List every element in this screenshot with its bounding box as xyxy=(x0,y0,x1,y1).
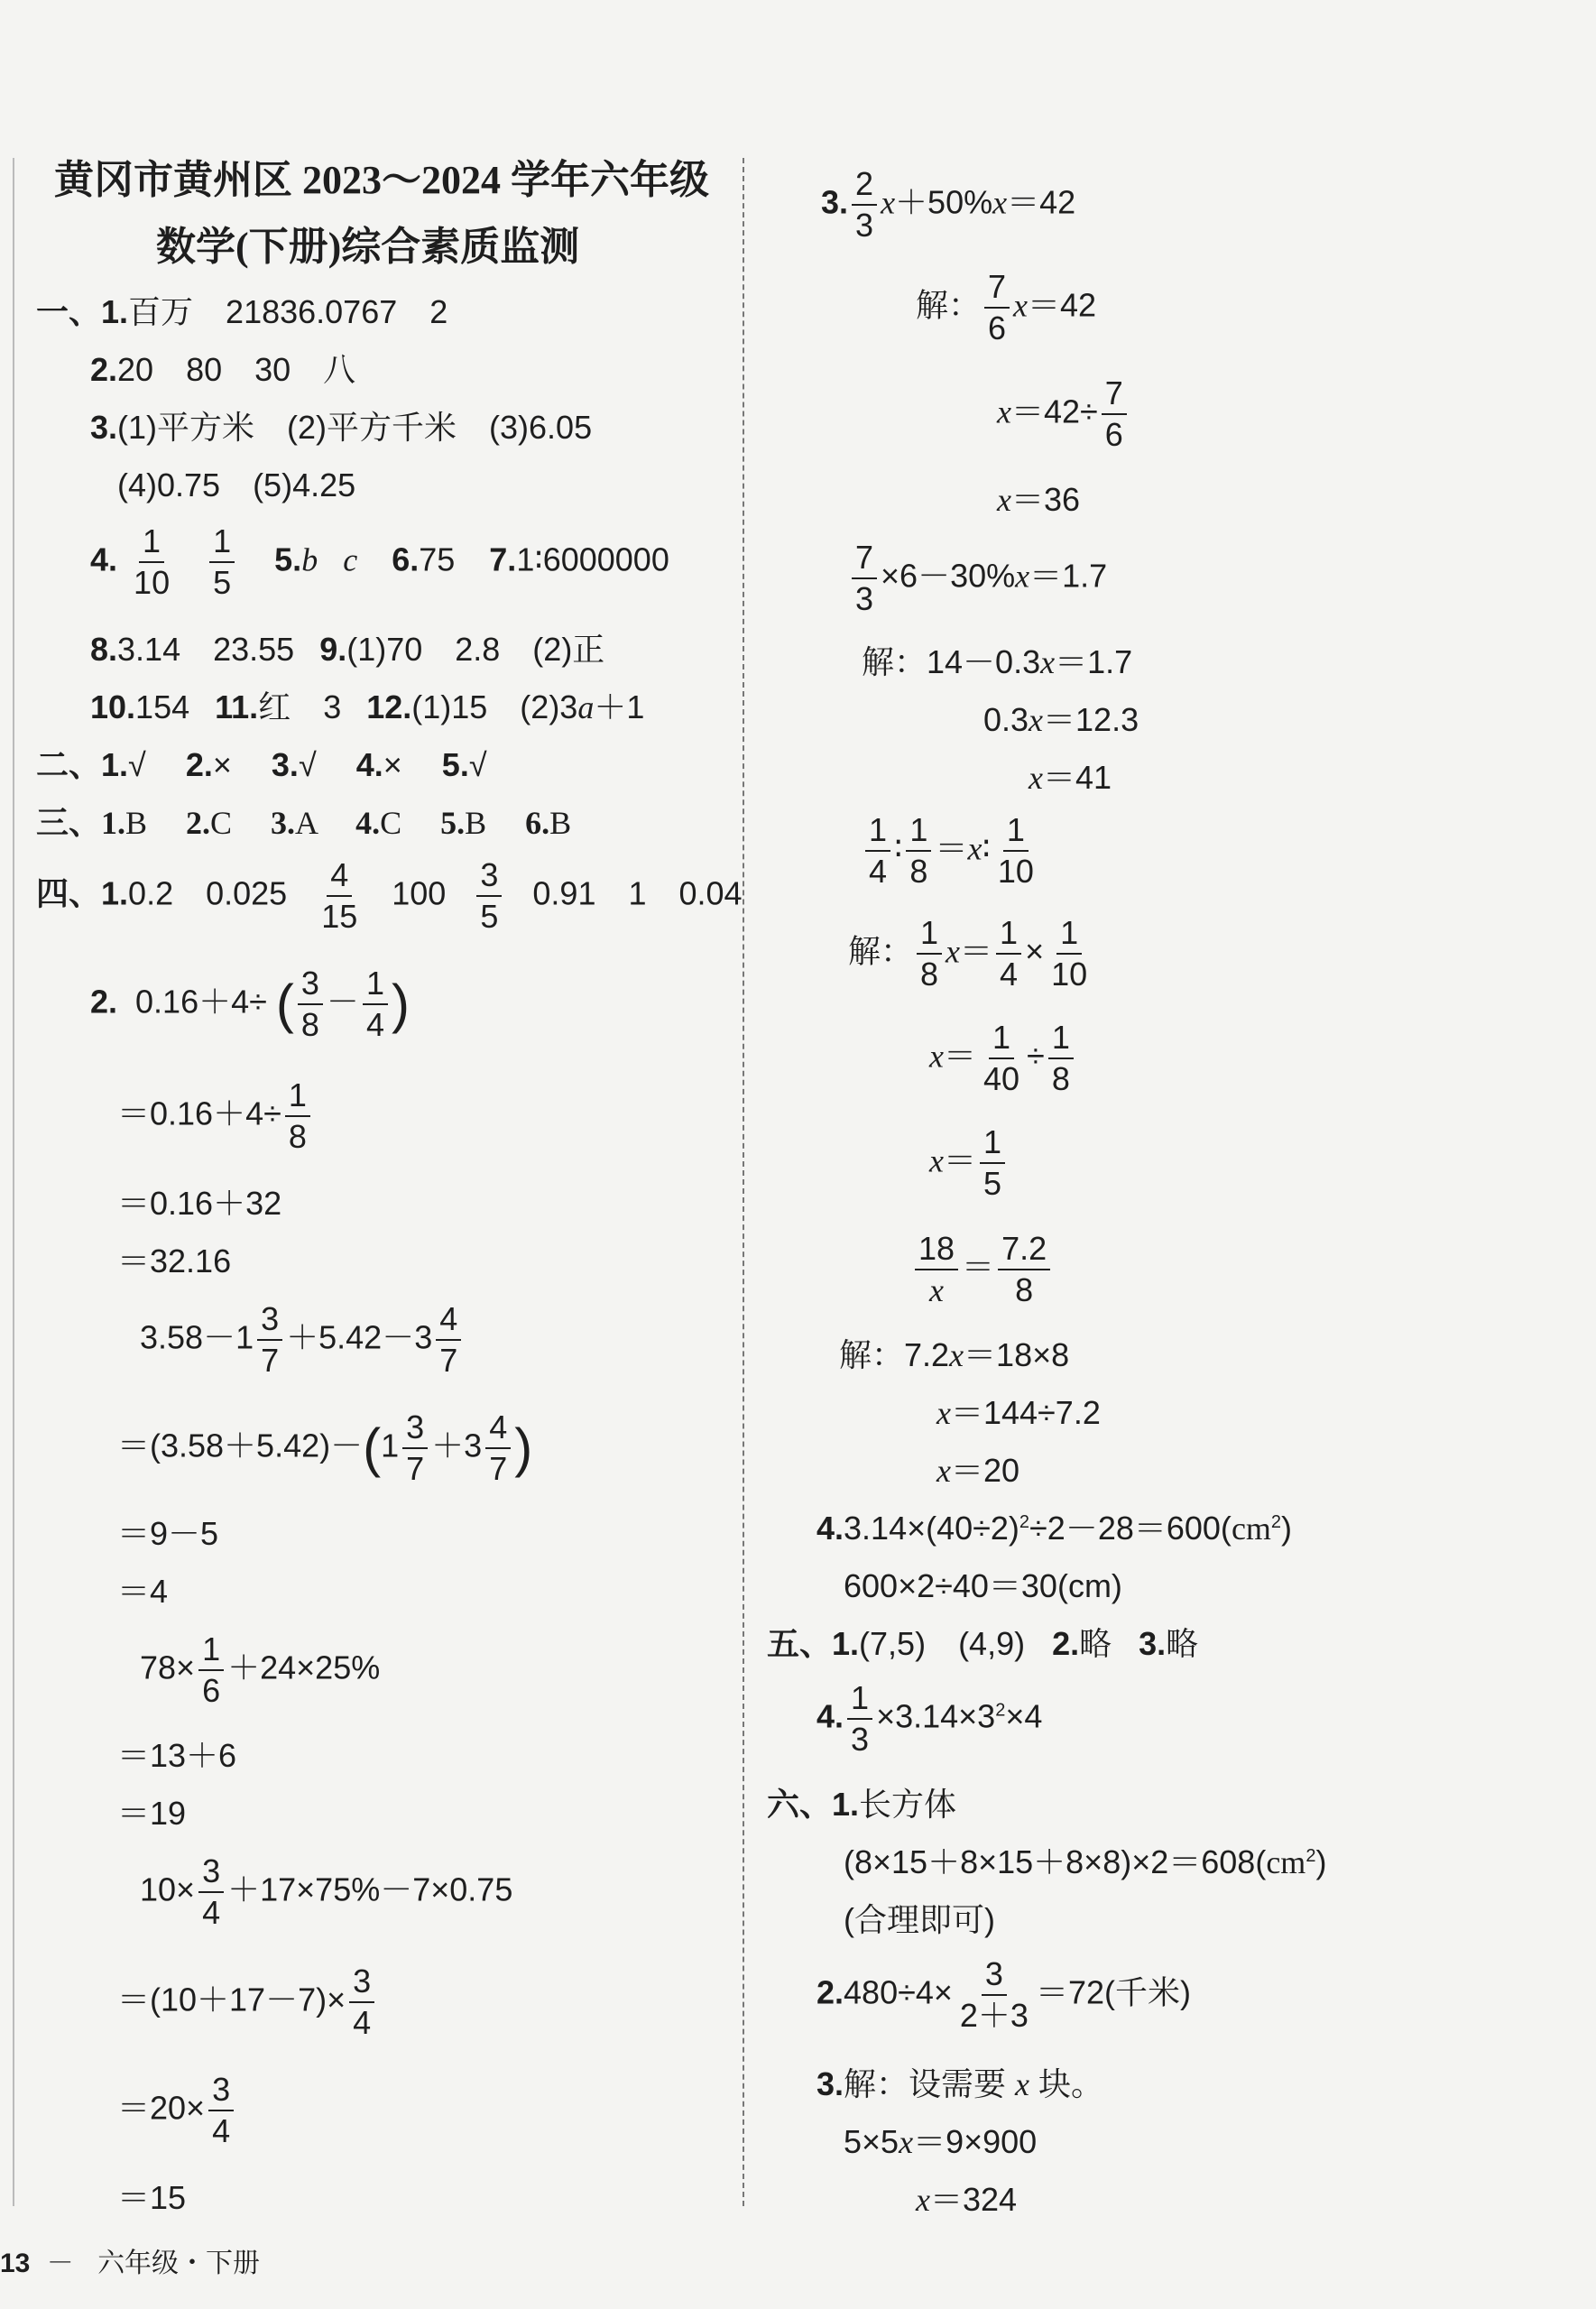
left-margin-rule xyxy=(13,158,14,2206)
s4-e1-l3: ＝0.16＋32 xyxy=(117,1185,282,1222)
s4-e2-l4: ＝4 xyxy=(117,1573,169,1610)
s1-line-4: (4)0.75 (5)4.25 xyxy=(117,466,356,503)
r-c-l1: $\frac{1}{4}$ ∶ $\frac{1}{8}$ ＝x∶ $\frac{1}{10}$ xyxy=(862,814,1041,888)
r-s6-l4: 2.480÷4× $\frac{3}{2+3}$ ＝72(千米) xyxy=(816,1955,1191,2034)
fraction: $\frac{4}{15}$ xyxy=(321,856,358,935)
r-s6-l5: 3.解：设需要 x 块。 xyxy=(816,2065,1104,2102)
r-s6-l1: 六、1.长方体 xyxy=(767,1786,957,1823)
s1-line-3: 3.(1)平方米 (2)平方千米 (3)6.05 xyxy=(90,409,593,446)
fraction: $\frac{3}{5}$ xyxy=(476,859,502,933)
grade-label: 六年级・下册 xyxy=(97,2249,261,2278)
r-a-l2: 解： $\frac{7}{6}$ x＝42 xyxy=(916,268,1097,346)
r-b-l2: 解：14－0.3x＝1.7 xyxy=(862,643,1133,680)
s4-e1-l1: 2. 0.16＋4÷ ( $\frac{3}{8}$ － $\frac{1}{4}$ ) xyxy=(90,965,410,1043)
s1-line-5: 4. $\frac{1}{10}$ $\frac{1}{5}$ 5.b c 6.75 7.1∶6000000 xyxy=(90,522,669,601)
page-subtitle: 数学(下册)综合素质监测 xyxy=(156,225,580,269)
fraction: $\frac{1}{10}$ xyxy=(134,522,171,601)
page-number: 13 xyxy=(0,2249,31,2278)
s4-e3-l1: 78× $\frac{1}{6}$ ＋24×25% xyxy=(140,1630,381,1709)
s4-e3-l2: ＝13＋6 xyxy=(117,1737,237,1774)
r-a-l4: x＝36 xyxy=(997,481,1081,518)
s4-e4-l4: ＝15 xyxy=(117,2179,187,2216)
s4-e2-l3: ＝9－5 xyxy=(117,1515,219,1552)
r-a-l3: x＝42÷ $\frac{7}{6}$ xyxy=(997,377,1130,451)
s4-e1-l2: ＝0.16＋4÷ $\frac{1}{8}$ xyxy=(117,1079,314,1153)
s2-line: 二、1.√ 2.× 3.√ 4.× 5.√ xyxy=(36,746,487,783)
r-d-l2: 解：7.2x＝18×8 xyxy=(839,1336,1070,1373)
s1-line-1: 一、1.百万 21836.0767 2 xyxy=(36,293,448,330)
s1-line-2: 2.20 80 30 八 xyxy=(90,351,356,388)
s4-e2-l1: 3.58－1 $\frac{3}{7}$ ＋5.42－3 $\frac{4}{7}$ xyxy=(140,1303,465,1377)
section-1-head: 一、 xyxy=(36,293,102,330)
s1-line-6: 8.3.14 23.55 9.(1)70 2.8 (2)正 xyxy=(90,631,605,668)
r-b-l3: 0.3x＝12.3 xyxy=(983,701,1139,738)
r-s6-l2: $(8\times 15+8\times 15+8\times 8)\times 2=608(cm^2)$ xyxy=(844,1843,1327,1880)
s4-q1: 四、1.0.2 0.025 $\frac{4}{15}$ 100 $\frac{3}{5}$ 0.91 1 0.04 xyxy=(36,856,743,935)
s3-line: 三、1.B 2.C 3.A 4.C 5.B 6.B xyxy=(36,805,572,841)
column-divider xyxy=(743,158,744,2206)
section-3-head: 三、 xyxy=(36,805,102,841)
s4-e1-l4: ＝32.16 xyxy=(117,1242,232,1279)
section-5-head: 五、 xyxy=(767,1625,833,1662)
r-q4-l2: 600×2÷40＝30(cm) xyxy=(844,1567,1122,1604)
section-4-head: 四、 xyxy=(36,874,102,912)
r-a-l1: 3. $\frac{2}{3}$ x＋50%x＝42 xyxy=(821,165,1076,244)
r-c-l3: x＝ $\frac{1}{40}$ ÷ $\frac{1}{8}$ xyxy=(929,1021,1077,1095)
s4-e3-l3: ＝19 xyxy=(117,1795,187,1832)
page-title: 黄冈市黄州区 2023～2024 学年六年级 xyxy=(54,158,709,202)
r-d-l3: x＝144÷7.2 xyxy=(936,1394,1101,1431)
r-s6-l7: x＝324 xyxy=(916,2181,1018,2218)
fraction: $\frac{1}{5}$ xyxy=(209,525,235,599)
s4-e2-l2: ＝(3.58＋5.42)－(1 $\frac{3}{7}$ ＋3 $\frac{4}{7}$ ) xyxy=(117,1408,533,1487)
r-s6-l6: 5×5x＝9×900 xyxy=(844,2123,1038,2160)
r-s5-l2: 4. $\frac{1}{3}$ $\times 3.14\times 3^2\times 4$ xyxy=(816,1679,1043,1758)
r-b-l1: $\frac{7}{3}$ ×6－30%x＝1.7 xyxy=(848,541,1107,615)
page-footer: 13 － 六年级・下册 xyxy=(0,2249,261,2278)
s1-line-7: 10.154 11.红 3 12.(1)15 (2)3a＋1 xyxy=(90,688,645,725)
r-b-l4: x＝41 xyxy=(1029,759,1112,796)
r-s5-l1: 五、1.(7,5) (4,9) 2.略 3.略 xyxy=(767,1625,1199,1662)
r-c-l4: x＝ $\frac{1}{5}$ xyxy=(929,1126,1009,1200)
section-6-head: 六、 xyxy=(767,1786,833,1823)
r-c-l2: 解： $\frac{1}{8}$ x＝ $\frac{1}{4}$ × $\frac{1}{10}$ xyxy=(848,914,1088,993)
s4-e4-l2: ＝(10＋17－7)× $\frac{3}{4}$ xyxy=(117,1965,378,2039)
r-q4-l1: $4.3.14\times(40\div 2)^2\div 2-28=600(cm^2)$ xyxy=(816,1510,1293,1547)
s4-e4-l1: 10× $\frac{3}{4}$ ＋17×75%－7×0.75 xyxy=(140,1852,513,1931)
section-2-head: 二、 xyxy=(36,746,102,783)
r-d-l4: x＝20 xyxy=(936,1452,1020,1489)
r-s6-l3: (合理即可) xyxy=(844,1901,995,1938)
s4-e4-l3: ＝20× $\frac{3}{4}$ xyxy=(117,2073,237,2147)
r-d-l1: $\frac{18}{x}$ ＝ $\frac{7.2}{8}$ xyxy=(911,1233,1054,1307)
